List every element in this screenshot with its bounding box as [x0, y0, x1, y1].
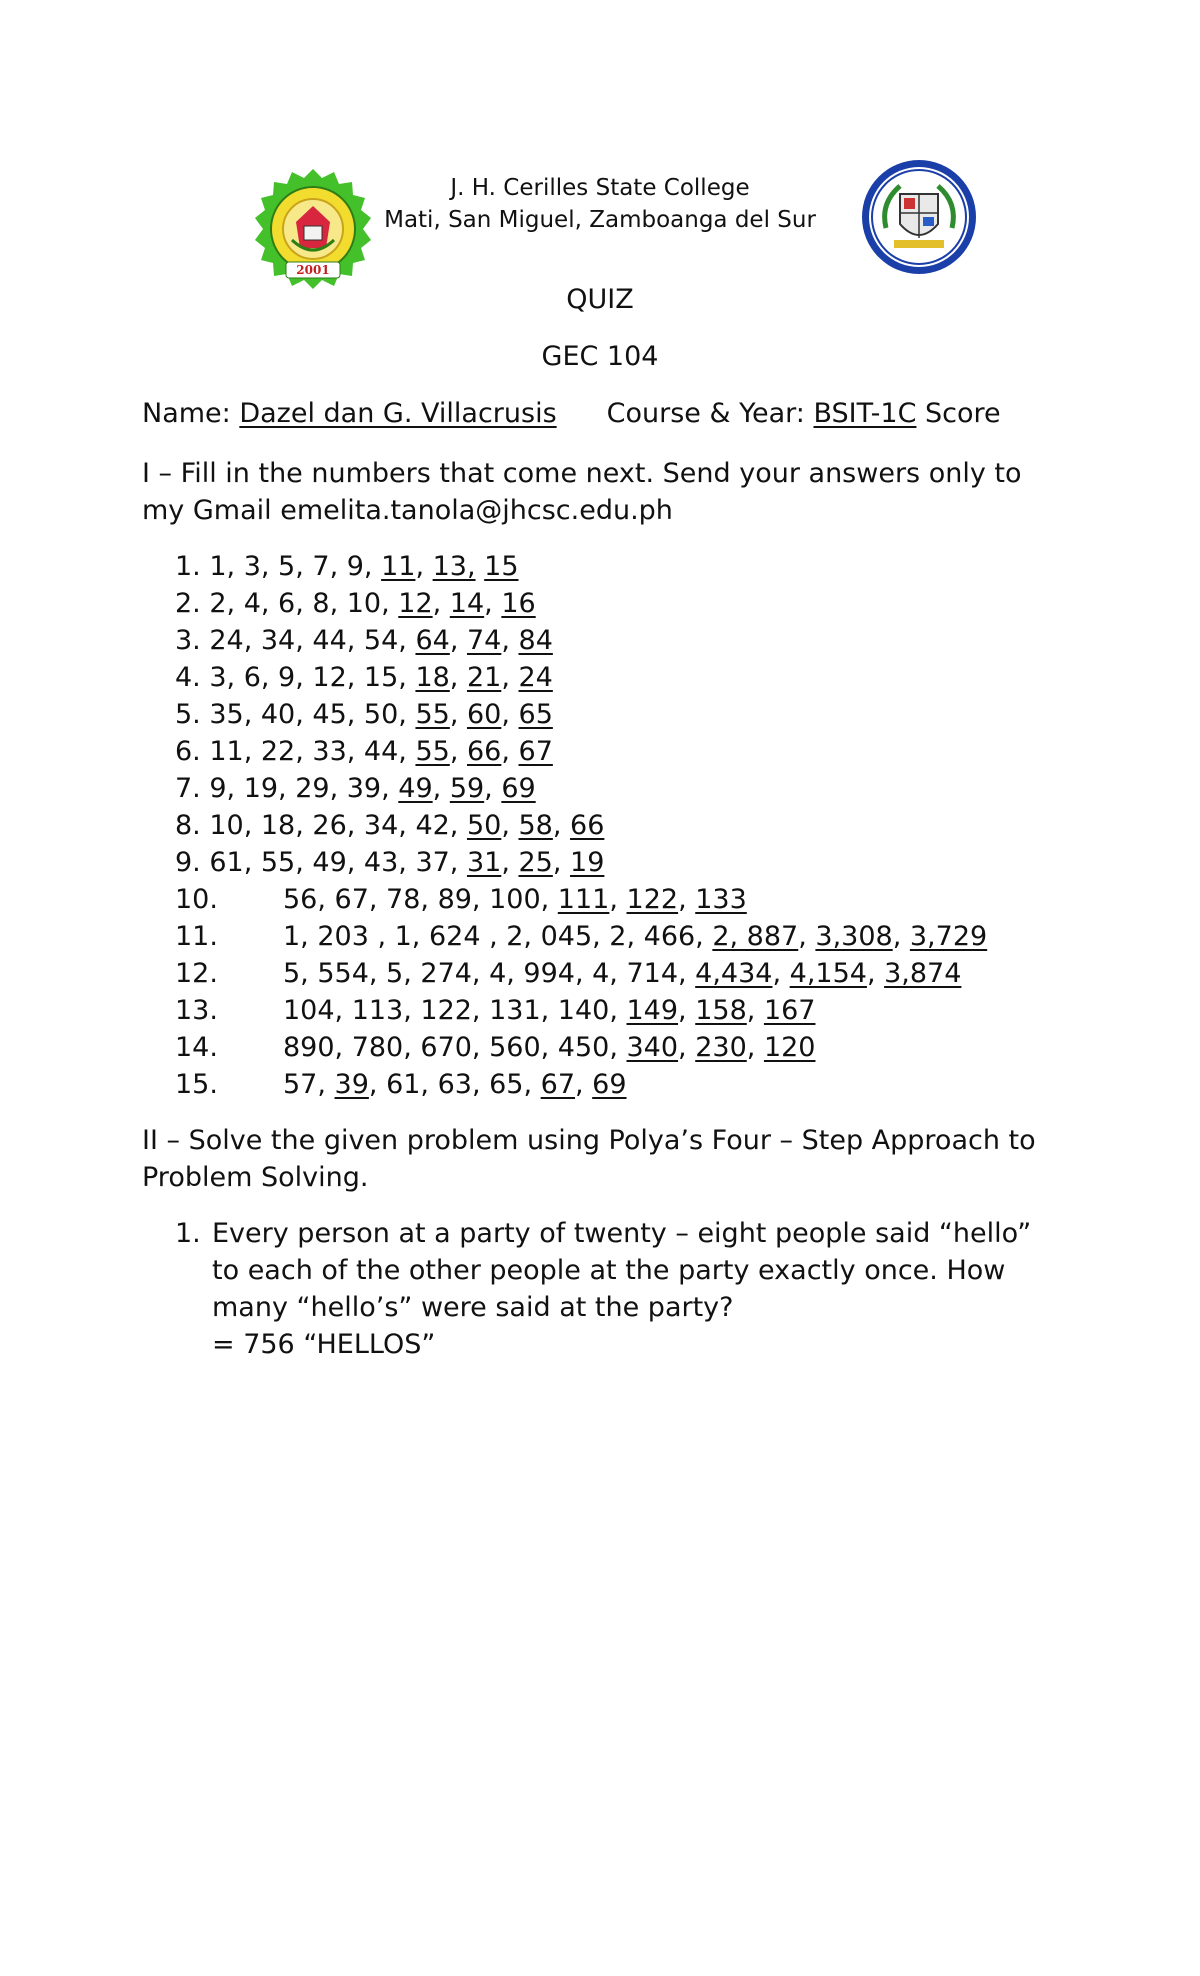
part1-instruction [142, 455, 1072, 529]
given-sequence: 104, 113, 122, 131, 140, [283, 995, 627, 1026]
part1-instruction-line: I – Fill in the numbers that come next. Send your answers only to [142, 458, 1022, 489]
item-number: 14. [175, 1032, 218, 1063]
given-sequence: 57, [283, 1069, 335, 1100]
seal-year: 2001 [296, 263, 330, 277]
problem-text-line: many “hello’s” were said at the party? [212, 1292, 734, 1323]
answer-value: 158 [695, 995, 747, 1026]
given-sequence: 3, 6, 9, 12, 15, [209, 662, 416, 693]
answer-value: 31 [466, 847, 502, 878]
item-number: 10. [175, 884, 218, 915]
separator: , [449, 662, 467, 693]
answer-value: 50 [466, 810, 502, 841]
answer-value: 12 [398, 588, 433, 619]
separator: , [678, 995, 696, 1026]
answer-value: 60 [466, 699, 502, 730]
separator: , [449, 736, 467, 767]
sequence-item [175, 992, 987, 1029]
answer-value: 4,154 [789, 958, 867, 989]
answer-value: 340 [626, 1032, 679, 1063]
answer-value: 25 [518, 847, 553, 878]
answer-value: 66 [570, 810, 605, 841]
answer-value: 133 [695, 884, 747, 915]
answer-value: 11 [381, 551, 416, 582]
separator: , [484, 588, 502, 619]
sequence-list [175, 548, 987, 1103]
sequence-item [175, 585, 987, 622]
answer-value: 14 [449, 588, 485, 619]
item-number: 2. [175, 588, 201, 619]
answer-value: 69 [592, 1069, 627, 1100]
answer-value: 167 [763, 995, 816, 1026]
answer-value: 15 [484, 551, 519, 582]
quiz-title: QUIZ [566, 284, 634, 315]
part2-instruction-line: Problem Solving. [142, 1162, 369, 1193]
answer-value: 3,308 [815, 921, 893, 952]
answer-value: 16 [501, 588, 536, 619]
answer-value: 67 [518, 736, 553, 767]
answer-value: 69 [501, 773, 536, 804]
sequence-item [175, 955, 987, 992]
separator: , [449, 625, 467, 656]
college-name: J. H. Cerilles State College [450, 175, 750, 201]
separator: , [609, 884, 627, 915]
answer-value: 149 [626, 995, 679, 1026]
school-of-arts-seal-logo [860, 158, 978, 276]
problem-text-line: Every person at a party of twenty – eight people said “hello” [212, 1218, 1032, 1249]
separator: , [432, 588, 450, 619]
answer-value: 122 [626, 884, 679, 915]
answer-value: 55 [415, 699, 450, 730]
answer-value: 3,874 [884, 958, 962, 989]
problem-item [175, 1215, 1075, 1363]
given-sequence: 11, 22, 33, 44, [209, 736, 416, 767]
item-number: 7. [175, 773, 201, 804]
problem-answer: = 756 “HELLOS” [212, 1329, 436, 1360]
course-code: GEC 104 [541, 341, 659, 372]
sequence-item [175, 807, 987, 844]
course-label: Course & Year: [606, 398, 814, 429]
separator: , [432, 773, 450, 804]
item-number: 4. [175, 662, 201, 693]
separator [476, 551, 485, 582]
score-label: Score [916, 398, 1001, 429]
sequence-item [175, 659, 987, 696]
college-header [360, 172, 840, 236]
sequence-item [175, 770, 987, 807]
college-address: Mati, San Miguel, Zamboanga del Sur [384, 207, 816, 233]
given-sequence: 1, 203 , 1, 624 , 2, 045, 2, 466, [283, 921, 713, 952]
given-sequence: 35, 40, 45, 50, [209, 699, 416, 730]
sequence-item: 15. 57, 39, 61, 63, 65, 67, 69 [175, 1066, 987, 1103]
separator: , [484, 773, 502, 804]
problem-number: 1. [175, 1218, 201, 1249]
given-sequence: 9, 19, 29, 39, [209, 773, 399, 804]
problem-text-line: to each of the other people at the party exactly once. How [212, 1255, 1006, 1286]
sequence-item [175, 918, 987, 955]
separator: , [892, 921, 910, 952]
answer-value: 67 [540, 1069, 575, 1100]
item-number: 13. [175, 995, 218, 1026]
part1-instruction-line: my Gmail emelita.tanola@jhcsc.edu.ph [142, 495, 673, 526]
item-number: 15. [175, 1069, 218, 1100]
college-seal-logo [252, 168, 374, 290]
name-label: Name: [142, 398, 240, 429]
given-sequence: 24, 34, 44, 54, [209, 625, 416, 656]
given-sequence: 61, 63, 65, [386, 1069, 541, 1100]
answer-value: 64 [415, 625, 450, 656]
student-info-line [142, 398, 1072, 429]
separator: , [678, 884, 696, 915]
item-number: 3. [175, 625, 201, 656]
given-sequence: 1, 3, 5, 7, 9, [209, 551, 382, 582]
item-number: 5. [175, 699, 201, 730]
separator: , [501, 736, 519, 767]
answer-value: 66 [466, 736, 502, 767]
answer-value: 24 [518, 662, 553, 693]
separator: , [415, 551, 433, 582]
sequence-item [175, 844, 987, 881]
answer-value: 74 [466, 625, 502, 656]
answer-value: 2, 887 [712, 921, 799, 952]
given-sequence: 61, 55, 49, 43, 37, [209, 847, 467, 878]
answer-value: 58 [518, 810, 553, 841]
separator: , [501, 662, 519, 693]
student-name: Dazel dan G. Villacrusis [239, 398, 557, 429]
answer-value: 84 [518, 625, 553, 656]
answer-value: 230 [695, 1032, 747, 1063]
separator: , [552, 810, 571, 841]
separator: , [501, 810, 519, 841]
item-number: 1. [175, 551, 201, 582]
separator: , [449, 699, 467, 730]
answer-value: 39 [334, 1069, 369, 1100]
sequence-item [175, 881, 987, 918]
separator: , [501, 699, 519, 730]
sequence-item [175, 622, 987, 659]
given-sequence: 5, 554, 5, 274, 4, 994, 4, 714, [283, 958, 696, 989]
answer-value: 19 [570, 847, 605, 878]
answer-value: 59 [449, 773, 485, 804]
sequence-item [175, 548, 987, 585]
given-sequence: 890, 780, 670, 560, 450, [283, 1032, 627, 1063]
part2-instruction-line: II – Solve the given problem using Polya’s Four – Step Approach to [142, 1125, 1036, 1156]
sequence-item [175, 733, 987, 770]
answer-value: 49 [398, 773, 433, 804]
separator: , [746, 995, 764, 1026]
answer-value: 3,729 [909, 921, 988, 952]
separator: , [501, 625, 519, 656]
answer-value: 120 [763, 1032, 816, 1063]
answer-value: 4,434 [695, 958, 773, 989]
item-number: 9. [175, 847, 201, 878]
answer-value: 65 [518, 699, 553, 730]
given-sequence: 2, 4, 6, 8, 10, [209, 588, 399, 619]
separator: , [501, 847, 519, 878]
answer-value: 111 [557, 884, 610, 915]
part2-instruction [142, 1122, 1072, 1196]
separator: , [798, 921, 816, 952]
separator: , [772, 958, 790, 989]
answer-value: 13, [432, 551, 476, 582]
sequence-item [175, 1029, 987, 1066]
answer-value: 21 [466, 662, 502, 693]
item-number: 8. [175, 810, 201, 841]
given-sequence: 56, 67, 78, 89, 100, [283, 884, 558, 915]
item-number: 11. [175, 921, 218, 952]
separator: , [552, 847, 571, 878]
sequence-item [175, 696, 987, 733]
given-sequence: 10, 18, 26, 34, 42, [209, 810, 467, 841]
answer-value: 18 [415, 662, 450, 693]
separator: , [678, 1032, 696, 1063]
course-year-value: BSIT-1C [813, 398, 917, 429]
item-number: 12. [175, 958, 218, 989]
item-number: 6. [175, 736, 201, 767]
separator: , [746, 1032, 764, 1063]
separator: , [866, 958, 885, 989]
answer-value: 55 [415, 736, 450, 767]
